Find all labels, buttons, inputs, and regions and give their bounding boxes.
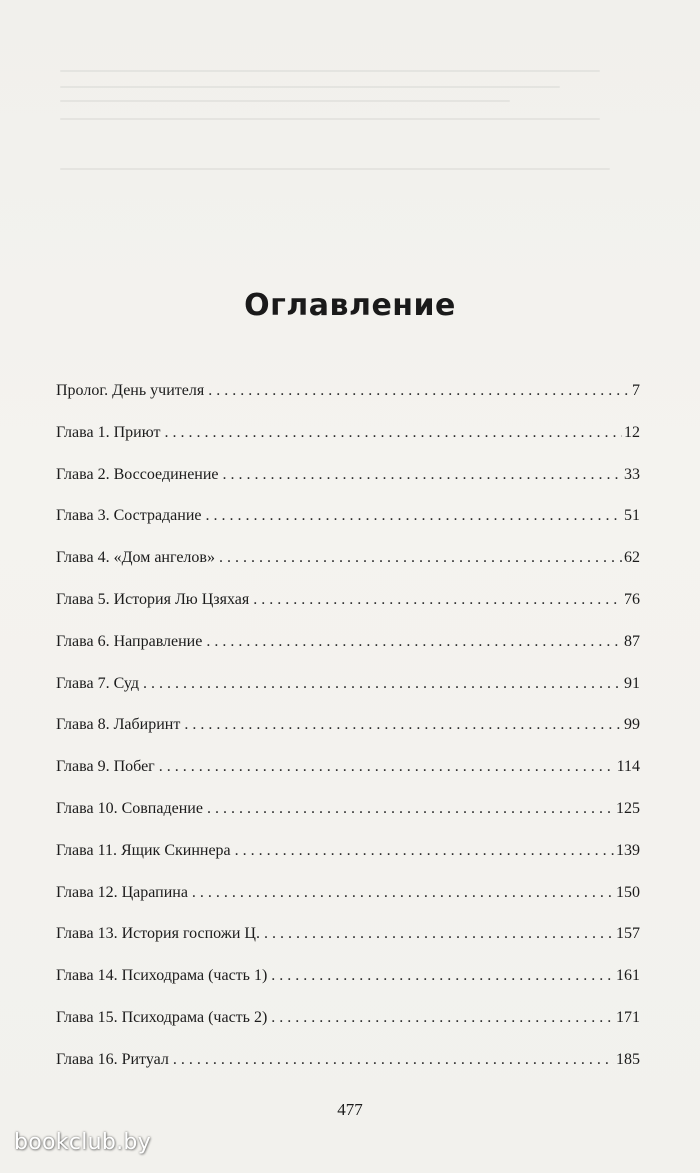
show-through-line xyxy=(60,118,600,120)
toc-entry-page: 171 xyxy=(616,1008,640,1026)
toc-entry-page: 76 xyxy=(624,590,640,608)
toc-entry-page: 185 xyxy=(616,1050,640,1068)
toc-entry xyxy=(56,800,640,842)
toc-leader-dots xyxy=(143,675,622,693)
toc-entry xyxy=(56,549,640,591)
toc-leader-dots xyxy=(253,591,622,609)
toc-entry xyxy=(56,842,640,884)
toc-entry-title: Пролог. День учителя xyxy=(56,382,205,399)
toc-entry-page: 51 xyxy=(624,507,640,525)
toc-entry-title: Глава 7. Суд xyxy=(56,674,139,692)
toc-entry-title: Глава 4. «Дом ангелов» xyxy=(56,549,215,567)
toc-entry-page: 157 xyxy=(616,925,640,943)
toc-entry xyxy=(56,633,640,675)
toc-entry-page: 33 xyxy=(624,465,640,483)
toc-leader-dots xyxy=(173,1051,614,1069)
toc-entry xyxy=(56,675,640,717)
toc-leader-dots xyxy=(206,633,622,651)
toc-leader-dots xyxy=(159,758,615,776)
toc-entry xyxy=(56,884,640,926)
toc-entry xyxy=(56,758,640,800)
watermark: bookclub.by xyxy=(14,1130,152,1155)
toc-entry-page: 139 xyxy=(616,841,640,859)
toc-entry-title: Глава 5. История Лю Цзяхая xyxy=(56,590,250,608)
show-through-line xyxy=(60,100,510,102)
toc-leader-dots xyxy=(164,424,622,442)
toc-entry-page: 62 xyxy=(624,549,640,567)
toc-entry-title: Глава 6. Направление xyxy=(56,632,203,650)
table-of-contents xyxy=(56,382,640,1093)
toc-entry-title: Глава 15. Психодрама (часть 2) xyxy=(56,1008,268,1026)
toc-entry-title: Глава 16. Ритуал xyxy=(56,1050,169,1068)
toc-leader-dots xyxy=(208,382,630,400)
toc-leader-dots xyxy=(223,466,622,484)
toc-entry xyxy=(56,424,640,466)
toc-heading: Оглавление xyxy=(244,288,456,324)
toc-leader-dots xyxy=(271,967,614,985)
toc-entry-page: 125 xyxy=(616,799,640,817)
toc-entry-title: Глава 13. История госпожи Ц. xyxy=(56,925,260,943)
toc-entry xyxy=(56,1009,640,1051)
toc-entry xyxy=(56,382,640,424)
toc-entry-page: 114 xyxy=(616,758,640,776)
toc-entry xyxy=(56,925,640,967)
toc-entry-title: Глава 11. Ящик Скиннера xyxy=(56,841,231,859)
toc-entry xyxy=(56,1051,640,1093)
toc-entry xyxy=(56,967,640,1009)
toc-entry-page: 150 xyxy=(616,883,640,901)
toc-entry-title: Глава 2. Воссоединение xyxy=(56,465,219,483)
toc-leader-dots xyxy=(206,507,622,525)
toc-entry-page: 87 xyxy=(624,632,640,650)
toc-leader-dots xyxy=(207,800,614,818)
toc-entry xyxy=(56,716,640,758)
page-number: 477 xyxy=(337,1100,363,1119)
toc-entry-page: 99 xyxy=(624,716,640,734)
toc-leader-dots xyxy=(219,549,622,567)
toc-leader-dots xyxy=(184,716,622,734)
toc-entry-title: Глава 1. Приют xyxy=(56,423,161,441)
toc-leader-dots xyxy=(192,884,614,902)
toc-entry-title: Глава 14. Психодрама (часть 1) xyxy=(56,967,268,985)
toc-entry xyxy=(56,591,640,633)
toc-entry-page: 7 xyxy=(632,382,640,399)
toc-entry-title: Глава 8. Лабиринт xyxy=(56,716,181,734)
show-through-line xyxy=(60,168,610,170)
toc-entry-page: 12 xyxy=(624,423,640,441)
toc-entry-title: Глава 12. Царапина xyxy=(56,883,188,901)
toc-entry-title: Глава 9. Побег xyxy=(56,758,155,776)
toc-entry-page: 91 xyxy=(624,674,640,692)
toc-entry-page: 161 xyxy=(616,967,640,985)
toc-leader-dots xyxy=(271,1009,614,1027)
toc-entry-title: Глава 10. Совпадение xyxy=(56,799,203,817)
toc-entry xyxy=(56,507,640,549)
toc-entry xyxy=(56,466,640,508)
toc-leader-dots xyxy=(235,842,614,860)
show-through-line xyxy=(60,70,600,72)
show-through-line xyxy=(60,86,560,88)
toc-leader-dots xyxy=(264,925,614,943)
toc-entry-title: Глава 3. Сострадание xyxy=(56,507,202,525)
